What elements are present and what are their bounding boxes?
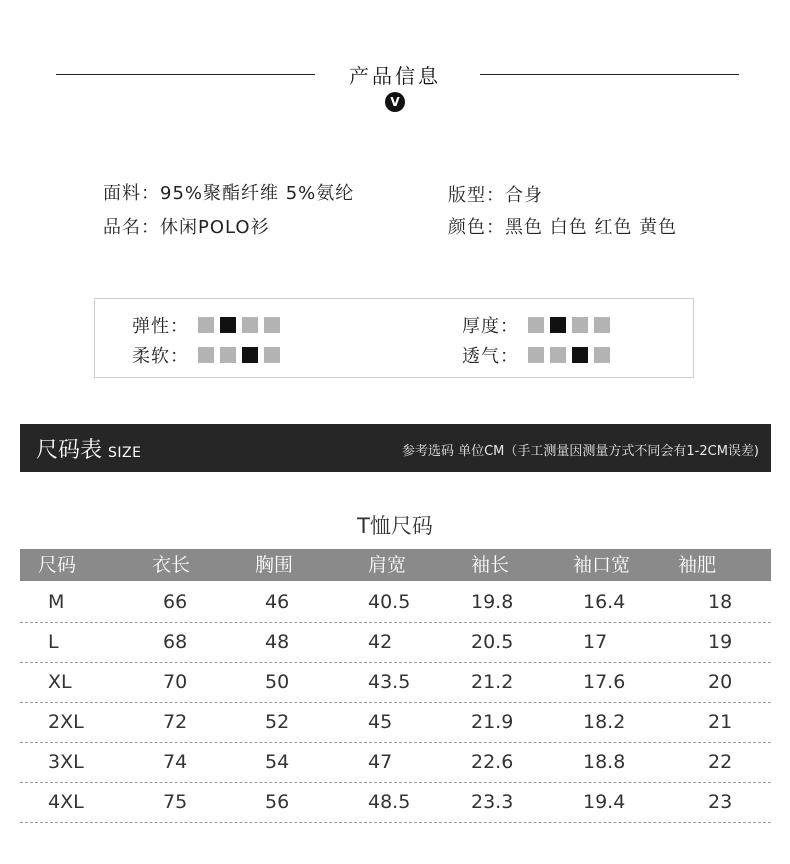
table-header-cell: 袖口宽 xyxy=(573,554,631,576)
table-header-cell: 衣长 xyxy=(152,554,191,576)
table-cell: 48 xyxy=(265,631,290,653)
rating-label: 厚度： xyxy=(462,316,519,337)
rating-square xyxy=(594,347,610,363)
table-cell: 19 xyxy=(708,631,733,653)
table-cell: 3XL xyxy=(48,751,84,773)
table-cell: 2XL xyxy=(48,711,84,733)
table-cell: 45 xyxy=(368,711,393,733)
table-cell: 48.5 xyxy=(368,791,411,813)
size-chart-title xyxy=(36,433,141,464)
table-cell: 22 xyxy=(708,751,733,773)
table-header xyxy=(20,549,771,581)
rating-square xyxy=(198,317,214,333)
table-cell: 18.2 xyxy=(583,711,626,733)
spec-material-value: 95%聚酯纤维 5%氨纶 xyxy=(160,183,355,204)
table-cell: 20.5 xyxy=(471,631,514,653)
table-cell: 40.5 xyxy=(368,591,411,613)
spec-name-value: 休闲POLO衫 xyxy=(160,217,270,238)
rating-label: 弹性： xyxy=(132,316,189,337)
table-cell: 21.9 xyxy=(471,711,514,733)
rating-label: 柔软： xyxy=(132,346,189,367)
table-cell: 20 xyxy=(708,671,733,693)
table-cell: 47 xyxy=(368,751,393,773)
size-chart-note: 参考选码 单位CM（手工测量因测量方式不同会有1-2CM误差) xyxy=(401,444,759,459)
table-cell: 74 xyxy=(163,751,188,773)
table-cell: 43.5 xyxy=(368,671,411,693)
page-title: 产品信息 xyxy=(349,64,441,88)
rating-square xyxy=(264,347,280,363)
table-cell: 70 xyxy=(163,671,188,693)
spec-fit-label: 版型： xyxy=(448,185,505,206)
spec-material-label: 面料： xyxy=(103,183,160,204)
spec-fit-value: 合身 xyxy=(505,185,543,206)
table-cell: 22.6 xyxy=(471,751,514,773)
table-cell: 46 xyxy=(265,591,290,613)
table-header-cell: 袖肥 xyxy=(678,554,717,576)
table-cell: 50 xyxy=(265,671,290,693)
size-chart-title-en: SIZE xyxy=(108,445,142,461)
table-cell: M xyxy=(48,591,65,613)
table-row xyxy=(20,703,771,743)
rating-square xyxy=(264,317,280,333)
table-cell: 17.6 xyxy=(583,671,626,693)
spec-color-value: 黑色 白色 红色 黄色 xyxy=(505,217,678,238)
rating-square xyxy=(528,347,544,363)
table-cell: 66 xyxy=(163,591,188,613)
table-cell: 19.4 xyxy=(583,791,626,813)
spec-name-label: 品名： xyxy=(103,217,160,238)
size-chart-bar xyxy=(20,424,771,472)
table-header-cell: 肩宽 xyxy=(368,554,407,576)
rating-item xyxy=(462,312,616,338)
rating-square xyxy=(220,347,236,363)
rating-square-active xyxy=(242,347,258,363)
rating-item xyxy=(132,342,286,368)
table-header-cell: 胸围 xyxy=(255,554,294,576)
table-cell: 42 xyxy=(368,631,393,653)
table-cell: 16.4 xyxy=(583,591,626,613)
table-title: T恤尺码 xyxy=(357,514,433,538)
table-header-cell: 尺码 xyxy=(38,554,77,576)
rating-square xyxy=(242,317,258,333)
table-header-cell: 袖长 xyxy=(471,554,510,576)
chevron-badge-icon: V xyxy=(385,92,405,112)
table-cell: L xyxy=(48,631,59,653)
rating-square-active xyxy=(550,317,566,333)
rating-square-active xyxy=(220,317,236,333)
rating-square xyxy=(198,347,214,363)
table-cell: 18 xyxy=(708,591,733,613)
rating-label: 透气： xyxy=(462,346,519,367)
spec-material xyxy=(103,179,354,205)
spec-fit xyxy=(448,181,543,207)
table-cell: 23 xyxy=(708,791,733,813)
table-cell: 75 xyxy=(163,791,188,813)
spec-name xyxy=(103,213,270,239)
rating-square xyxy=(550,347,566,363)
rating-item xyxy=(462,342,616,368)
size-chart-title-cn: 尺码表 xyxy=(36,438,103,463)
table-cell: 54 xyxy=(265,751,290,773)
spec-color-label: 颜色： xyxy=(448,217,505,238)
rating-square-active xyxy=(572,347,588,363)
table-cell: 19.8 xyxy=(471,591,514,613)
table-cell: 17 xyxy=(583,631,608,653)
table-cell: 72 xyxy=(163,711,188,733)
table-cell: 68 xyxy=(163,631,188,653)
table-cell: 52 xyxy=(265,711,290,733)
table-cell: 56 xyxy=(265,791,290,813)
table-row xyxy=(20,783,771,823)
table-row xyxy=(20,663,771,703)
table-cell: 21 xyxy=(708,711,733,733)
table-row xyxy=(20,623,771,663)
table-row xyxy=(20,743,771,783)
table-cell: XL xyxy=(48,671,72,693)
rating-square xyxy=(528,317,544,333)
table-cell: 4XL xyxy=(48,791,84,813)
rating-square xyxy=(572,317,588,333)
rating-item xyxy=(132,312,286,338)
table-row xyxy=(20,583,771,623)
table-cell: 18.8 xyxy=(583,751,626,773)
table-cell: 23.3 xyxy=(471,791,514,813)
table-cell: 21.2 xyxy=(471,671,514,693)
rating-square xyxy=(594,317,610,333)
spec-color xyxy=(448,213,677,239)
